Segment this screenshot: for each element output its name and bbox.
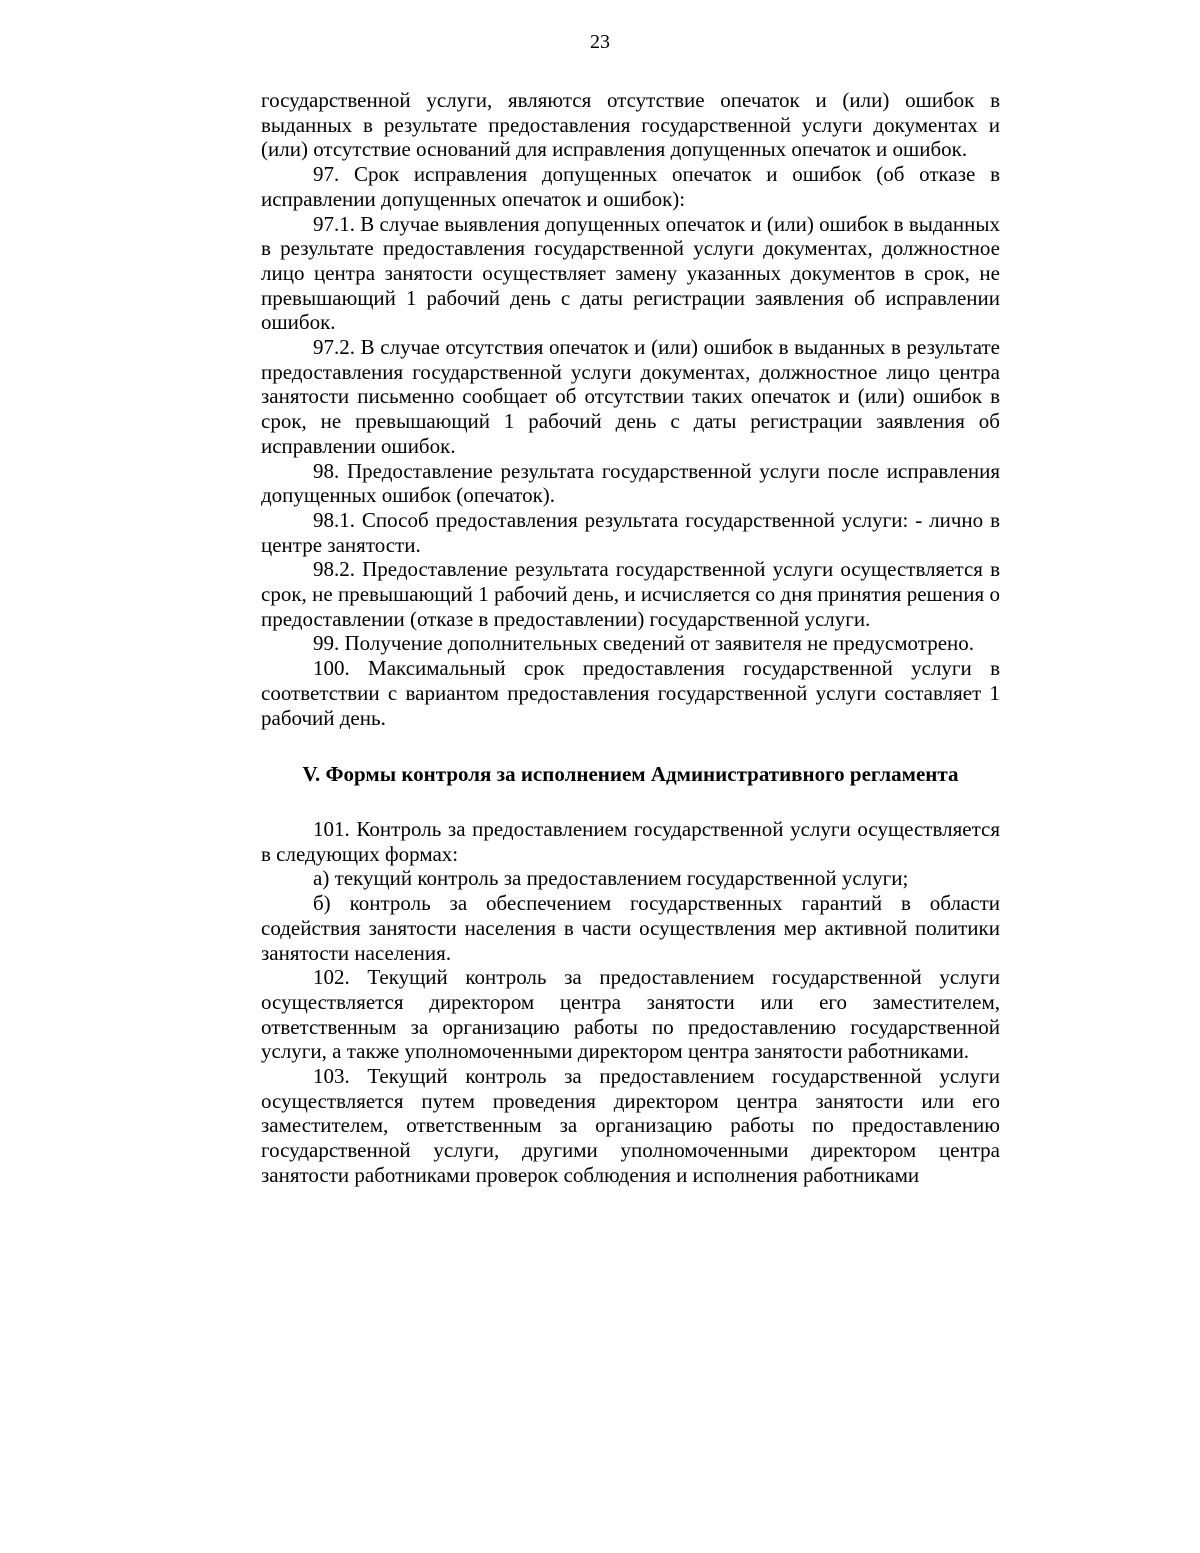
paragraph-101-a: а) текущий контроль за предоставлением государственной услуги; (313, 866, 909, 891)
paragraph-101-b: б) контроль за обеспечением государственных гарантий в области содействия занятости населения в части осуществления мер активной политики занятости населения. (261, 891, 1000, 965)
paragraph-99: 99. Получение дополнительных сведений от заявителя не предусмотрено. (313, 631, 974, 656)
paragraph-102: 102. Текущий контроль за предоставлением государственной услуги осуществляется директором центра занятости или его заместителем, ответственным за организацию работы по предоставлению государственной услуги, а также уполномоченными директором центра занятости работниками. (261, 965, 1000, 1064)
section-heading: V. Формы контроля за исполнением Административного регламента (302, 762, 959, 787)
paragraph-97: 97. Срок исправления допущенных опечаток и ошибок (об отказе в исправлении допущенных опечаток и ошибок): (261, 162, 1000, 211)
page-number: 23 (590, 31, 610, 53)
paragraph-98-2: 98.2. Предоставление результата государственной услуги осуществляется в срок, не превышающий 1 рабочий день, и исчисляется со дня принятия решения о предоставлении (отказе в предоставлении) государственной услуги. (261, 557, 1000, 631)
paragraph-101: 101. Контроль за предоставлением государственной услуги осуществляется в следующих формах: (261, 816, 1000, 866)
paragraph-continuation: государственной услуги, являются отсутствие опечаток и (или) ошибок в выданных в результате предоставления государственной услуги документах и (или) отсутствие оснований для исправления допущенных опечаток и ошибок. (261, 88, 1000, 162)
paragraph-100: 100. Максимальный срок предоставления государственной услуги в соответствии с вариантом предоставления государственной услуги составляет 1 рабочий день. (261, 656, 1000, 730)
paragraph-103: 103. Текущий контроль за предоставлением государственной услуги осуществляется путем проведения директором центра занятости или его заместителем, ответственным за организацию работы по предоставлению государственной услуги, другими уполномоченными директором центра занятости работниками проверок соблюдения и исполнения работниками (261, 1064, 1000, 1187)
paragraph-97-2: 97.2. В случае отсутствия опечаток и (или) ошибок в выданных в результате предоставления государственной услуги документах, должностное лицо центра занятости письменно сообщает об отсутствии таких опечаток и (или) ошибок в срок, не превышающий 1 рабочий день с даты регистрации заявления об исправлении ошибок. (261, 335, 1000, 458)
paragraph-98: 98. Предоставление результата государственной услуги после исправления допущенных ошибок (опечаток). (261, 458, 1000, 508)
paragraph-97-1: 97.1. В случае выявления допущенных опечаток и (или) ошибок в выданных в результате предоставления государственной услуги документах, должностное лицо центра занятости осуществляет замену указанных документов в срок, не превышающий 1 рабочий день с даты регистрации заявления об исправлении ошибок. (261, 211, 1000, 335)
document-body (261, 88, 1000, 1188)
paragraph-98-1: 98.1. Способ предоставления результата государственной услуги: - лично в центре занятости. (261, 507, 1000, 557)
